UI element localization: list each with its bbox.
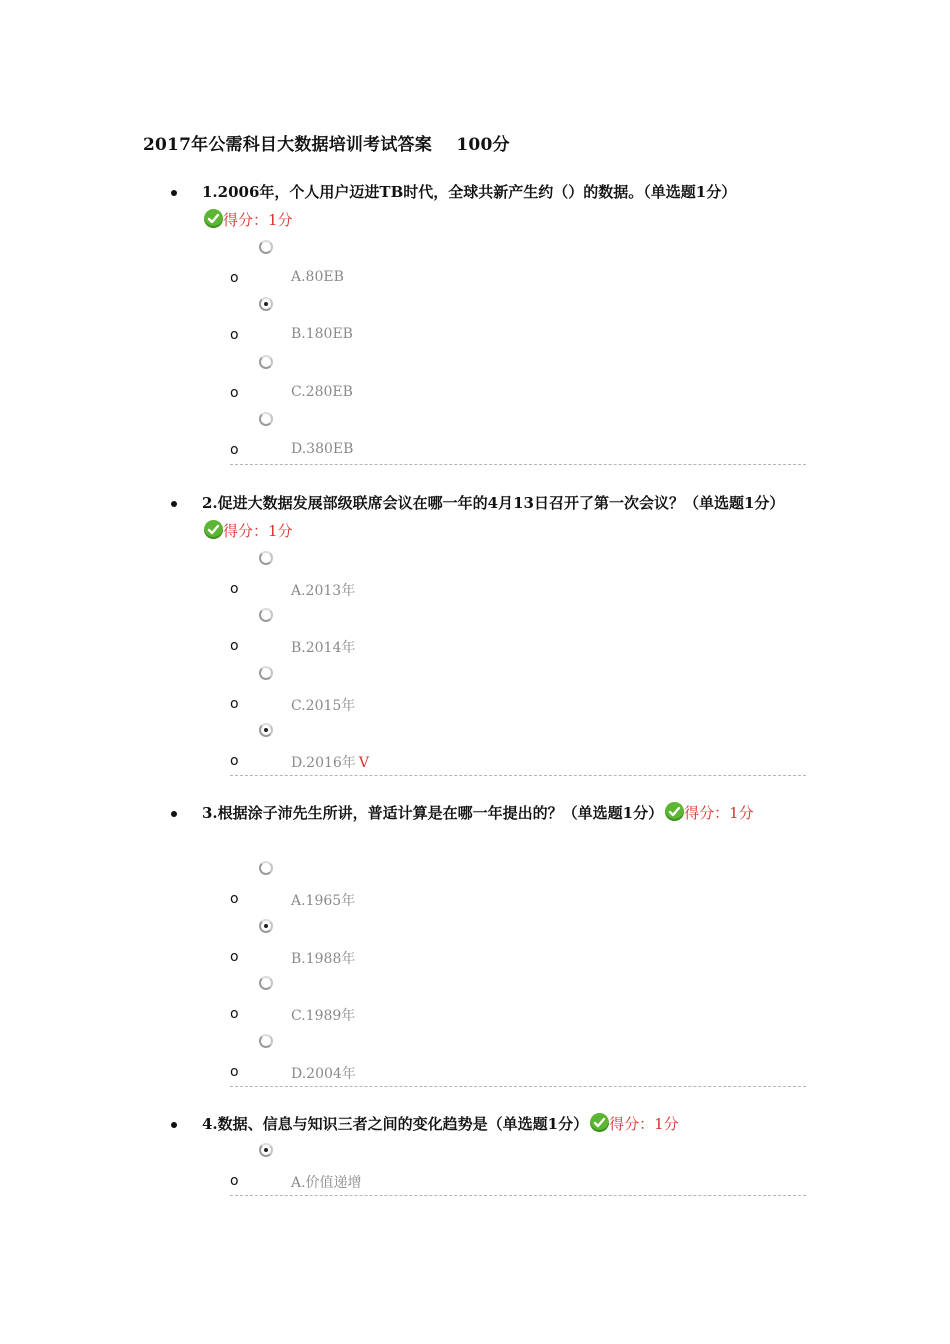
option-bullet: o: [230, 891, 239, 907]
option-label: B.1988年: [291, 951, 356, 967]
option-bullet: o: [230, 696, 239, 712]
option-row[interactable]: [0, 240, 950, 297]
radio-button[interactable]: [259, 240, 273, 254]
score-text: 得分：1分: [684, 804, 754, 822]
question-divider: [230, 1086, 806, 1087]
radio-button-selected[interactable]: [259, 919, 273, 933]
option-row[interactable]: [0, 608, 950, 665]
question-bullet: [171, 811, 177, 817]
option-bullet: o: [230, 949, 239, 965]
question-text: 2.促进大数据发展部级联席会议在哪一年的4月13日召开了第一次会议？（单选题1分）: [202, 494, 785, 512]
radio-button[interactable]: [259, 355, 273, 369]
option-row[interactable]: [0, 861, 950, 918]
check-icon: [204, 520, 223, 539]
option-bullet: o: [230, 1173, 239, 1189]
question-text-block: [202, 178, 802, 234]
option-row[interactable]: [0, 919, 950, 976]
radio-button-selected[interactable]: [259, 1143, 273, 1157]
check-icon: [204, 209, 223, 228]
option-bullet: o: [230, 581, 239, 597]
option-label: A.2013年: [291, 583, 356, 599]
radio-button-selected[interactable]: [259, 297, 273, 311]
option-label: A.价值递增: [291, 1175, 362, 1191]
option-row[interactable]: [0, 1143, 950, 1200]
option-bullet: o: [230, 270, 239, 286]
radio-button[interactable]: [259, 551, 273, 565]
option-row[interactable]: [0, 723, 950, 780]
radio-button[interactable]: [259, 976, 273, 990]
option-label: A.80EB: [291, 269, 344, 285]
option-label: [291, 752, 369, 772]
question-text: 1.2006年，个人用户迈进TB时代，全球共新产生约（）的数据。（单选题1分）: [202, 183, 737, 201]
question-divider: [230, 1195, 806, 1196]
radio-button[interactable]: [259, 412, 273, 426]
page-title: 2017年公需科目大数据培训考试答案 100分: [143, 135, 510, 155]
question-text: 3.根据涂子沛先生所讲，普适计算是在哪一年提出的？（单选题1分）: [202, 804, 664, 822]
question-text-block: [202, 799, 802, 827]
question-bullet: [171, 190, 177, 196]
score-text: 得分：1分: [223, 211, 293, 229]
option-row[interactable]: [0, 976, 950, 1033]
check-icon: [590, 1113, 609, 1132]
option-row[interactable]: [0, 1034, 950, 1091]
option-label: D.2004年: [291, 1066, 356, 1082]
question-divider: [230, 464, 806, 465]
option-row[interactable]: [0, 412, 950, 469]
option-label: B.2014年: [291, 640, 356, 656]
option-bullet: o: [230, 753, 239, 769]
option-label-text: D.2016年: [291, 755, 356, 771]
question-text-block: [202, 1110, 802, 1138]
radio-button[interactable]: [259, 608, 273, 622]
option-bullet: o: [230, 327, 239, 343]
option-bullet: o: [230, 442, 239, 458]
radio-button-selected[interactable]: [259, 723, 273, 737]
question-bullet: [171, 501, 177, 507]
option-row[interactable]: [0, 551, 950, 608]
option-label: A.1965年: [291, 893, 356, 909]
option-label: C.280EB: [291, 384, 353, 400]
question-divider: [230, 775, 806, 776]
option-bullet: o: [230, 1006, 239, 1022]
radio-button[interactable]: [259, 861, 273, 875]
option-row[interactable]: [0, 355, 950, 412]
option-row[interactable]: [0, 666, 950, 723]
option-label: C.2015年: [291, 698, 356, 714]
correct-mark: V: [358, 755, 369, 771]
question-text-block: [202, 489, 802, 545]
radio-button[interactable]: [259, 666, 273, 680]
option-bullet: o: [230, 385, 239, 401]
option-label: B.180EB: [291, 326, 353, 342]
option-label: C.1989年: [291, 1008, 356, 1024]
score-text: 得分：1分: [609, 1115, 679, 1133]
score-text: 得分：1分: [223, 522, 293, 540]
option-bullet: o: [230, 1064, 239, 1080]
option-row[interactable]: [0, 297, 950, 354]
question-bullet: [171, 1122, 177, 1128]
option-label: D.380EB: [291, 441, 354, 457]
check-icon: [665, 802, 684, 821]
option-bullet: o: [230, 638, 239, 654]
radio-button[interactable]: [259, 1034, 273, 1048]
question-text: 4.数据、信息与知识三者之间的变化趋势是（单选题1分）: [202, 1115, 589, 1133]
